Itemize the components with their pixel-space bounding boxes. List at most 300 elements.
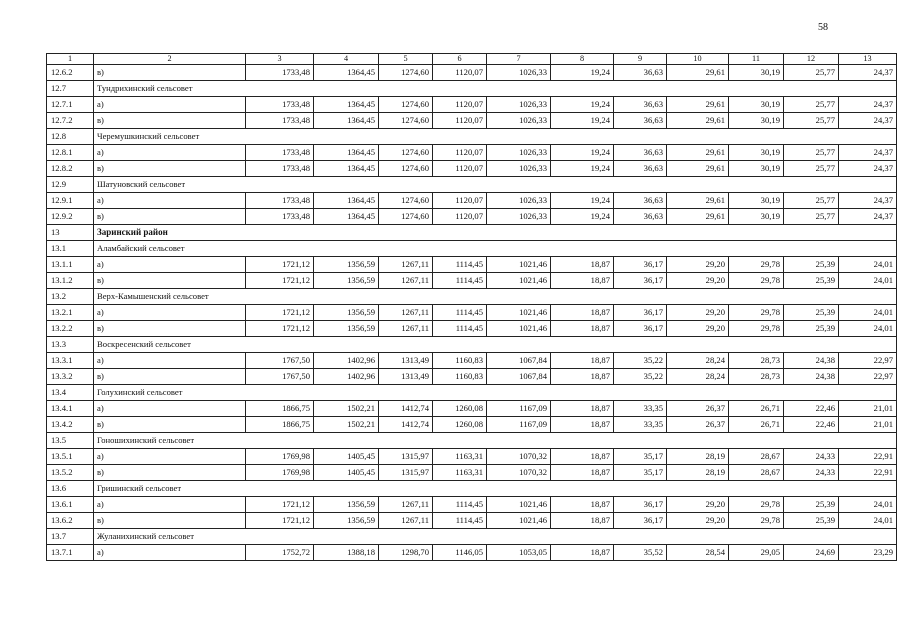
value-cell-col-8: 18,87 <box>551 497 614 513</box>
value-cell-col-4: 1356,59 <box>314 321 379 337</box>
value-cell-col-12: 25,77 <box>784 193 839 209</box>
value-cell-col-7: 1021,46 <box>487 497 551 513</box>
value-cell-col-5: 1313,49 <box>379 369 433 385</box>
value-cell-col-9: 35,22 <box>614 369 667 385</box>
row-code: 13.3.2 <box>47 369 94 385</box>
column-number-12: 12 <box>784 54 839 65</box>
row-code: 13.3.1 <box>47 353 94 369</box>
value-cell-col-6: 1120,07 <box>433 193 487 209</box>
value-cell-col-6: 1114,45 <box>433 273 487 289</box>
region-heading-row <box>47 225 897 241</box>
value-cell-col-11: 28,67 <box>729 465 784 481</box>
value-cell-col-6: 1114,45 <box>433 497 487 513</box>
row-name: а) <box>94 97 246 113</box>
value-cell-col-5: 1267,11 <box>379 305 433 321</box>
table-row <box>47 401 897 417</box>
value-cell-col-4: 1356,59 <box>314 497 379 513</box>
value-cell-col-4: 1364,45 <box>314 193 379 209</box>
row-code: 12.7.2 <box>47 113 94 129</box>
value-cell-col-11: 30,19 <box>729 145 784 161</box>
value-cell-col-7: 1021,46 <box>487 273 551 289</box>
value-cell-col-13: 22,97 <box>839 353 897 369</box>
subdivision-heading-row <box>47 433 897 449</box>
value-cell-col-10: 29,61 <box>667 193 729 209</box>
row-name: в) <box>94 161 246 177</box>
empty-span-cell <box>246 177 897 193</box>
row-code: 13.4 <box>47 385 94 401</box>
value-cell-col-4: 1364,45 <box>314 145 379 161</box>
value-cell-col-4: 1356,59 <box>314 257 379 273</box>
value-cell-col-8: 19,24 <box>551 145 614 161</box>
value-cell-col-4: 1364,45 <box>314 113 379 129</box>
value-cell-col-10: 29,20 <box>667 273 729 289</box>
value-cell-col-6: 1260,08 <box>433 401 487 417</box>
value-cell-col-12: 24,33 <box>784 465 839 481</box>
row-code: 13.5 <box>47 433 94 449</box>
value-cell-col-11: 29,78 <box>729 513 784 529</box>
subdivision-heading-row <box>47 529 897 545</box>
subdivision-heading-row <box>47 81 897 97</box>
value-cell-col-13: 23,29 <box>839 545 897 561</box>
row-code: 13.4.1 <box>47 401 94 417</box>
row-name-cell <box>94 225 246 241</box>
row-code: 13.2 <box>47 289 94 305</box>
value-cell-col-3: 1767,50 <box>246 353 314 369</box>
value-cell-col-12: 25,77 <box>784 145 839 161</box>
value-cell-col-8: 18,87 <box>551 449 614 465</box>
value-cell-col-6: 1120,07 <box>433 209 487 225</box>
value-cell-col-11: 30,19 <box>729 161 784 177</box>
value-cell-col-6: 1146,05 <box>433 545 487 561</box>
row-name: а) <box>94 353 246 369</box>
value-cell-col-10: 29,61 <box>667 161 729 177</box>
subdivision-name: Гоношихинский сельсовет <box>97 435 195 446</box>
table-row <box>47 321 897 337</box>
row-code: 13.2.2 <box>47 321 94 337</box>
value-cell-col-12: 25,77 <box>784 161 839 177</box>
value-cell-col-8: 19,24 <box>551 97 614 113</box>
value-cell-col-10: 28,19 <box>667 465 729 481</box>
row-code: 13 <box>47 225 94 241</box>
value-cell-col-8: 18,87 <box>551 305 614 321</box>
table-row <box>47 273 897 289</box>
value-cell-col-8: 19,24 <box>551 161 614 177</box>
value-cell-col-5: 1267,11 <box>379 321 433 337</box>
value-cell-col-9: 33,35 <box>614 401 667 417</box>
value-cell-col-9: 36,17 <box>614 305 667 321</box>
table-row <box>47 97 897 113</box>
row-code: 12.7 <box>47 81 94 97</box>
value-cell-col-8: 18,87 <box>551 401 614 417</box>
empty-span-cell <box>246 241 897 257</box>
subdivision-name: Черемушкинский сельсовет <box>97 131 200 142</box>
row-name: в) <box>94 417 246 433</box>
value-cell-col-11: 30,19 <box>729 209 784 225</box>
table-row <box>47 417 897 433</box>
value-cell-col-10: 29,20 <box>667 497 729 513</box>
value-cell-col-11: 28,67 <box>729 449 784 465</box>
row-name: в) <box>94 369 246 385</box>
value-cell-col-12: 24,38 <box>784 369 839 385</box>
row-code: 13.6.2 <box>47 513 94 529</box>
row-name: в) <box>94 113 246 129</box>
value-cell-col-4: 1405,45 <box>314 449 379 465</box>
value-cell-col-13: 22,97 <box>839 369 897 385</box>
value-cell-col-10: 26,37 <box>667 401 729 417</box>
value-cell-col-13: 22,91 <box>839 465 897 481</box>
row-name: в) <box>94 209 246 225</box>
row-code: 13.6 <box>47 481 94 497</box>
value-cell-col-8: 18,87 <box>551 513 614 529</box>
value-cell-col-7: 1067,84 <box>487 369 551 385</box>
row-name: а) <box>94 545 246 561</box>
row-code: 13.5.2 <box>47 465 94 481</box>
value-cell-col-5: 1298,70 <box>379 545 433 561</box>
row-code: 12.8.2 <box>47 161 94 177</box>
value-cell-col-4: 1356,59 <box>314 273 379 289</box>
value-cell-col-5: 1412,74 <box>379 417 433 433</box>
value-cell-col-9: 36,17 <box>614 257 667 273</box>
row-code: 13.1.1 <box>47 257 94 273</box>
row-name-cell <box>94 529 246 545</box>
value-cell-col-7: 1021,46 <box>487 257 551 273</box>
value-cell-col-11: 30,19 <box>729 97 784 113</box>
row-name-cell <box>94 481 246 497</box>
value-cell-col-8: 18,87 <box>551 257 614 273</box>
value-cell-col-9: 36,63 <box>614 161 667 177</box>
value-cell-col-9: 36,17 <box>614 513 667 529</box>
row-code: 12.8.1 <box>47 145 94 161</box>
subdivision-heading-row <box>47 129 897 145</box>
value-cell-col-6: 1114,45 <box>433 321 487 337</box>
value-cell-col-5: 1315,97 <box>379 465 433 481</box>
value-cell-col-8: 18,87 <box>551 545 614 561</box>
value-cell-col-10: 29,20 <box>667 321 729 337</box>
value-cell-col-5: 1267,11 <box>379 257 433 273</box>
value-cell-col-4: 1502,21 <box>314 417 379 433</box>
value-cell-col-12: 25,77 <box>784 209 839 225</box>
empty-span-cell <box>246 225 897 241</box>
column-number-13: 13 <box>839 54 897 65</box>
value-cell-col-12: 22,46 <box>784 401 839 417</box>
row-name-cell <box>94 177 246 193</box>
value-cell-col-10: 29,61 <box>667 97 729 113</box>
row-code: 13.6.1 <box>47 497 94 513</box>
row-name: а) <box>94 257 246 273</box>
value-cell-col-7: 1167,09 <box>487 417 551 433</box>
row-code: 13.7.1 <box>47 545 94 561</box>
column-number-8: 8 <box>551 54 614 65</box>
value-cell-col-12: 25,77 <box>784 113 839 129</box>
row-name-cell <box>94 385 246 401</box>
value-cell-col-7: 1053,05 <box>487 545 551 561</box>
value-cell-col-7: 1021,46 <box>487 321 551 337</box>
value-cell-col-5: 1274,60 <box>379 193 433 209</box>
data-table <box>46 53 897 561</box>
value-cell-col-9: 35,17 <box>614 449 667 465</box>
value-cell-col-8: 18,87 <box>551 273 614 289</box>
value-cell-col-8: 18,87 <box>551 369 614 385</box>
row-name: а) <box>94 449 246 465</box>
subdivision-name: Верх-Камышенский сельсовет <box>97 291 209 302</box>
column-number-5: 5 <box>379 54 433 65</box>
row-name-cell <box>94 337 246 353</box>
value-cell-col-6: 1120,07 <box>433 113 487 129</box>
value-cell-col-4: 1402,96 <box>314 369 379 385</box>
subdivision-heading-row <box>47 289 897 305</box>
value-cell-col-5: 1267,11 <box>379 513 433 529</box>
table-row <box>47 545 897 561</box>
value-cell-col-10: 28,54 <box>667 545 729 561</box>
value-cell-col-10: 29,20 <box>667 305 729 321</box>
value-cell-col-5: 1274,60 <box>379 113 433 129</box>
value-cell-col-5: 1274,60 <box>379 209 433 225</box>
value-cell-col-11: 29,78 <box>729 305 784 321</box>
value-cell-col-13: 21,01 <box>839 417 897 433</box>
value-cell-col-4: 1405,45 <box>314 465 379 481</box>
value-cell-col-4: 1364,45 <box>314 209 379 225</box>
value-cell-col-10: 26,37 <box>667 417 729 433</box>
value-cell-col-4: 1364,45 <box>314 97 379 113</box>
value-cell-col-6: 1114,45 <box>433 513 487 529</box>
column-number-1: 1 <box>47 54 94 65</box>
value-cell-col-3: 1733,48 <box>246 145 314 161</box>
empty-span-cell <box>246 433 897 449</box>
row-name-cell <box>94 241 246 257</box>
value-cell-col-9: 35,17 <box>614 465 667 481</box>
value-cell-col-3: 1721,12 <box>246 513 314 529</box>
column-number-2: 2 <box>94 54 246 65</box>
region-name: Заринский район <box>97 227 168 237</box>
subdivision-name: Голухинский сельсовет <box>97 387 183 398</box>
value-cell-col-4: 1356,59 <box>314 513 379 529</box>
row-code: 12.9 <box>47 177 94 193</box>
empty-span-cell <box>246 289 897 305</box>
value-cell-col-6: 1160,83 <box>433 369 487 385</box>
value-cell-col-5: 1274,60 <box>379 65 433 81</box>
value-cell-col-7: 1026,33 <box>487 145 551 161</box>
value-cell-col-11: 29,78 <box>729 257 784 273</box>
table-row <box>47 513 897 529</box>
value-cell-col-12: 24,33 <box>784 449 839 465</box>
value-cell-col-10: 29,61 <box>667 113 729 129</box>
value-cell-col-3: 1752,72 <box>246 545 314 561</box>
value-cell-col-9: 35,22 <box>614 353 667 369</box>
value-cell-col-10: 28,24 <box>667 353 729 369</box>
row-name: в) <box>94 513 246 529</box>
value-cell-col-3: 1733,48 <box>246 209 314 225</box>
value-cell-col-7: 1021,46 <box>487 513 551 529</box>
value-cell-col-6: 1120,07 <box>433 161 487 177</box>
value-cell-col-8: 19,24 <box>551 113 614 129</box>
value-cell-col-12: 22,46 <box>784 417 839 433</box>
table-row <box>47 497 897 513</box>
value-cell-col-6: 1260,08 <box>433 417 487 433</box>
value-cell-col-7: 1070,32 <box>487 465 551 481</box>
value-cell-col-8: 19,24 <box>551 193 614 209</box>
value-cell-col-12: 25,39 <box>784 273 839 289</box>
value-cell-col-13: 24,01 <box>839 305 897 321</box>
value-cell-col-7: 1026,33 <box>487 65 551 81</box>
subdivision-name: Тундрихинский сельсовет <box>97 83 193 94</box>
value-cell-col-8: 18,87 <box>551 353 614 369</box>
value-cell-col-9: 35,52 <box>614 545 667 561</box>
table-header-row <box>47 54 897 65</box>
value-cell-col-11: 29,05 <box>729 545 784 561</box>
value-cell-col-12: 25,39 <box>784 513 839 529</box>
row-name-cell <box>94 81 246 97</box>
value-cell-col-5: 1412,74 <box>379 401 433 417</box>
value-cell-col-9: 36,17 <box>614 497 667 513</box>
subdivision-name: Воскресенский сельсовет <box>97 339 191 350</box>
value-cell-col-8: 18,87 <box>551 321 614 337</box>
table-row <box>47 465 897 481</box>
value-cell-col-12: 25,39 <box>784 305 839 321</box>
row-name: в) <box>94 273 246 289</box>
value-cell-col-4: 1356,59 <box>314 305 379 321</box>
value-cell-col-6: 1163,31 <box>433 449 487 465</box>
row-name-cell <box>94 433 246 449</box>
table-row <box>47 65 897 81</box>
value-cell-col-10: 29,20 <box>667 513 729 529</box>
value-cell-col-11: 26,71 <box>729 401 784 417</box>
value-cell-col-6: 1114,45 <box>433 257 487 273</box>
value-cell-col-13: 24,37 <box>839 193 897 209</box>
value-cell-col-3: 1767,50 <box>246 369 314 385</box>
value-cell-col-3: 1866,75 <box>246 417 314 433</box>
value-cell-col-10: 28,19 <box>667 449 729 465</box>
value-cell-col-11: 30,19 <box>729 65 784 81</box>
row-name: в) <box>94 65 246 81</box>
value-cell-col-9: 36,63 <box>614 145 667 161</box>
value-cell-col-13: 24,37 <box>839 161 897 177</box>
table-row <box>47 145 897 161</box>
value-cell-col-3: 1733,48 <box>246 161 314 177</box>
page-number: 58 <box>818 22 828 33</box>
value-cell-col-3: 1733,48 <box>246 193 314 209</box>
value-cell-col-5: 1267,11 <box>379 497 433 513</box>
value-cell-col-8: 18,87 <box>551 417 614 433</box>
subdivision-name: Жуланихинский сельсовет <box>97 531 194 542</box>
row-code: 13.1 <box>47 241 94 257</box>
value-cell-col-3: 1866,75 <box>246 401 314 417</box>
value-cell-col-12: 25,39 <box>784 257 839 273</box>
value-cell-col-9: 36,63 <box>614 65 667 81</box>
table-row <box>47 369 897 385</box>
subdivision-heading-row <box>47 177 897 193</box>
value-cell-col-13: 24,37 <box>839 209 897 225</box>
value-cell-col-13: 24,01 <box>839 273 897 289</box>
value-cell-col-7: 1026,33 <box>487 97 551 113</box>
row-code: 13.1.2 <box>47 273 94 289</box>
value-cell-col-11: 28,73 <box>729 369 784 385</box>
subdivision-heading-row <box>47 481 897 497</box>
value-cell-col-7: 1026,33 <box>487 193 551 209</box>
value-cell-col-13: 24,37 <box>839 145 897 161</box>
row-name: а) <box>94 145 246 161</box>
empty-span-cell <box>246 337 897 353</box>
value-cell-col-13: 24,01 <box>839 257 897 273</box>
row-name-cell <box>94 289 246 305</box>
value-cell-col-13: 21,01 <box>839 401 897 417</box>
value-cell-col-3: 1733,48 <box>246 65 314 81</box>
column-number-11: 11 <box>729 54 784 65</box>
empty-span-cell <box>246 529 897 545</box>
value-cell-col-5: 1274,60 <box>379 161 433 177</box>
value-cell-col-10: 29,61 <box>667 145 729 161</box>
empty-span-cell <box>246 385 897 401</box>
subdivision-name: Аламбайский сельсовет <box>97 243 185 254</box>
row-code: 12.7.1 <box>47 97 94 113</box>
value-cell-col-11: 29,78 <box>729 273 784 289</box>
value-cell-col-10: 29,20 <box>667 257 729 273</box>
value-cell-col-7: 1167,09 <box>487 401 551 417</box>
value-cell-col-3: 1721,12 <box>246 321 314 337</box>
value-cell-col-3: 1769,98 <box>246 465 314 481</box>
value-cell-col-5: 1274,60 <box>379 145 433 161</box>
value-cell-col-8: 19,24 <box>551 209 614 225</box>
value-cell-col-12: 24,38 <box>784 353 839 369</box>
empty-span-cell <box>246 481 897 497</box>
table-row <box>47 449 897 465</box>
table-row <box>47 113 897 129</box>
value-cell-col-9: 36,17 <box>614 321 667 337</box>
value-cell-col-5: 1267,11 <box>379 273 433 289</box>
table-row <box>47 257 897 273</box>
subdivision-heading-row <box>47 241 897 257</box>
row-name-cell <box>94 129 246 145</box>
value-cell-col-5: 1315,97 <box>379 449 433 465</box>
value-cell-col-3: 1733,48 <box>246 113 314 129</box>
value-cell-col-13: 24,01 <box>839 321 897 337</box>
row-name: в) <box>94 321 246 337</box>
value-cell-col-13: 24,37 <box>839 113 897 129</box>
value-cell-col-11: 29,78 <box>729 321 784 337</box>
value-cell-col-8: 19,24 <box>551 65 614 81</box>
value-cell-col-12: 25,77 <box>784 97 839 113</box>
value-cell-col-4: 1364,45 <box>314 65 379 81</box>
value-cell-col-10: 29,61 <box>667 209 729 225</box>
value-cell-col-13: 24,37 <box>839 97 897 113</box>
value-cell-col-6: 1120,07 <box>433 97 487 113</box>
row-code: 12.8 <box>47 129 94 145</box>
column-number-9: 9 <box>614 54 667 65</box>
value-cell-col-4: 1364,45 <box>314 161 379 177</box>
column-number-10: 10 <box>667 54 729 65</box>
row-code: 12.9.1 <box>47 193 94 209</box>
row-name: а) <box>94 497 246 513</box>
row-code: 12.9.2 <box>47 209 94 225</box>
table-row <box>47 353 897 369</box>
subdivision-heading-row <box>47 337 897 353</box>
value-cell-col-12: 25,39 <box>784 497 839 513</box>
value-cell-col-3: 1769,98 <box>246 449 314 465</box>
value-cell-col-6: 1160,83 <box>433 353 487 369</box>
value-cell-col-7: 1026,33 <box>487 161 551 177</box>
value-cell-col-11: 30,19 <box>729 193 784 209</box>
value-cell-col-12: 24,69 <box>784 545 839 561</box>
value-cell-col-10: 29,61 <box>667 65 729 81</box>
value-cell-col-9: 33,35 <box>614 417 667 433</box>
column-number-7: 7 <box>487 54 551 65</box>
empty-span-cell <box>246 129 897 145</box>
row-name: а) <box>94 305 246 321</box>
value-cell-col-7: 1070,32 <box>487 449 551 465</box>
value-cell-col-11: 30,19 <box>729 113 784 129</box>
column-number-3: 3 <box>246 54 314 65</box>
value-cell-col-7: 1021,46 <box>487 305 551 321</box>
value-cell-col-3: 1733,48 <box>246 97 314 113</box>
